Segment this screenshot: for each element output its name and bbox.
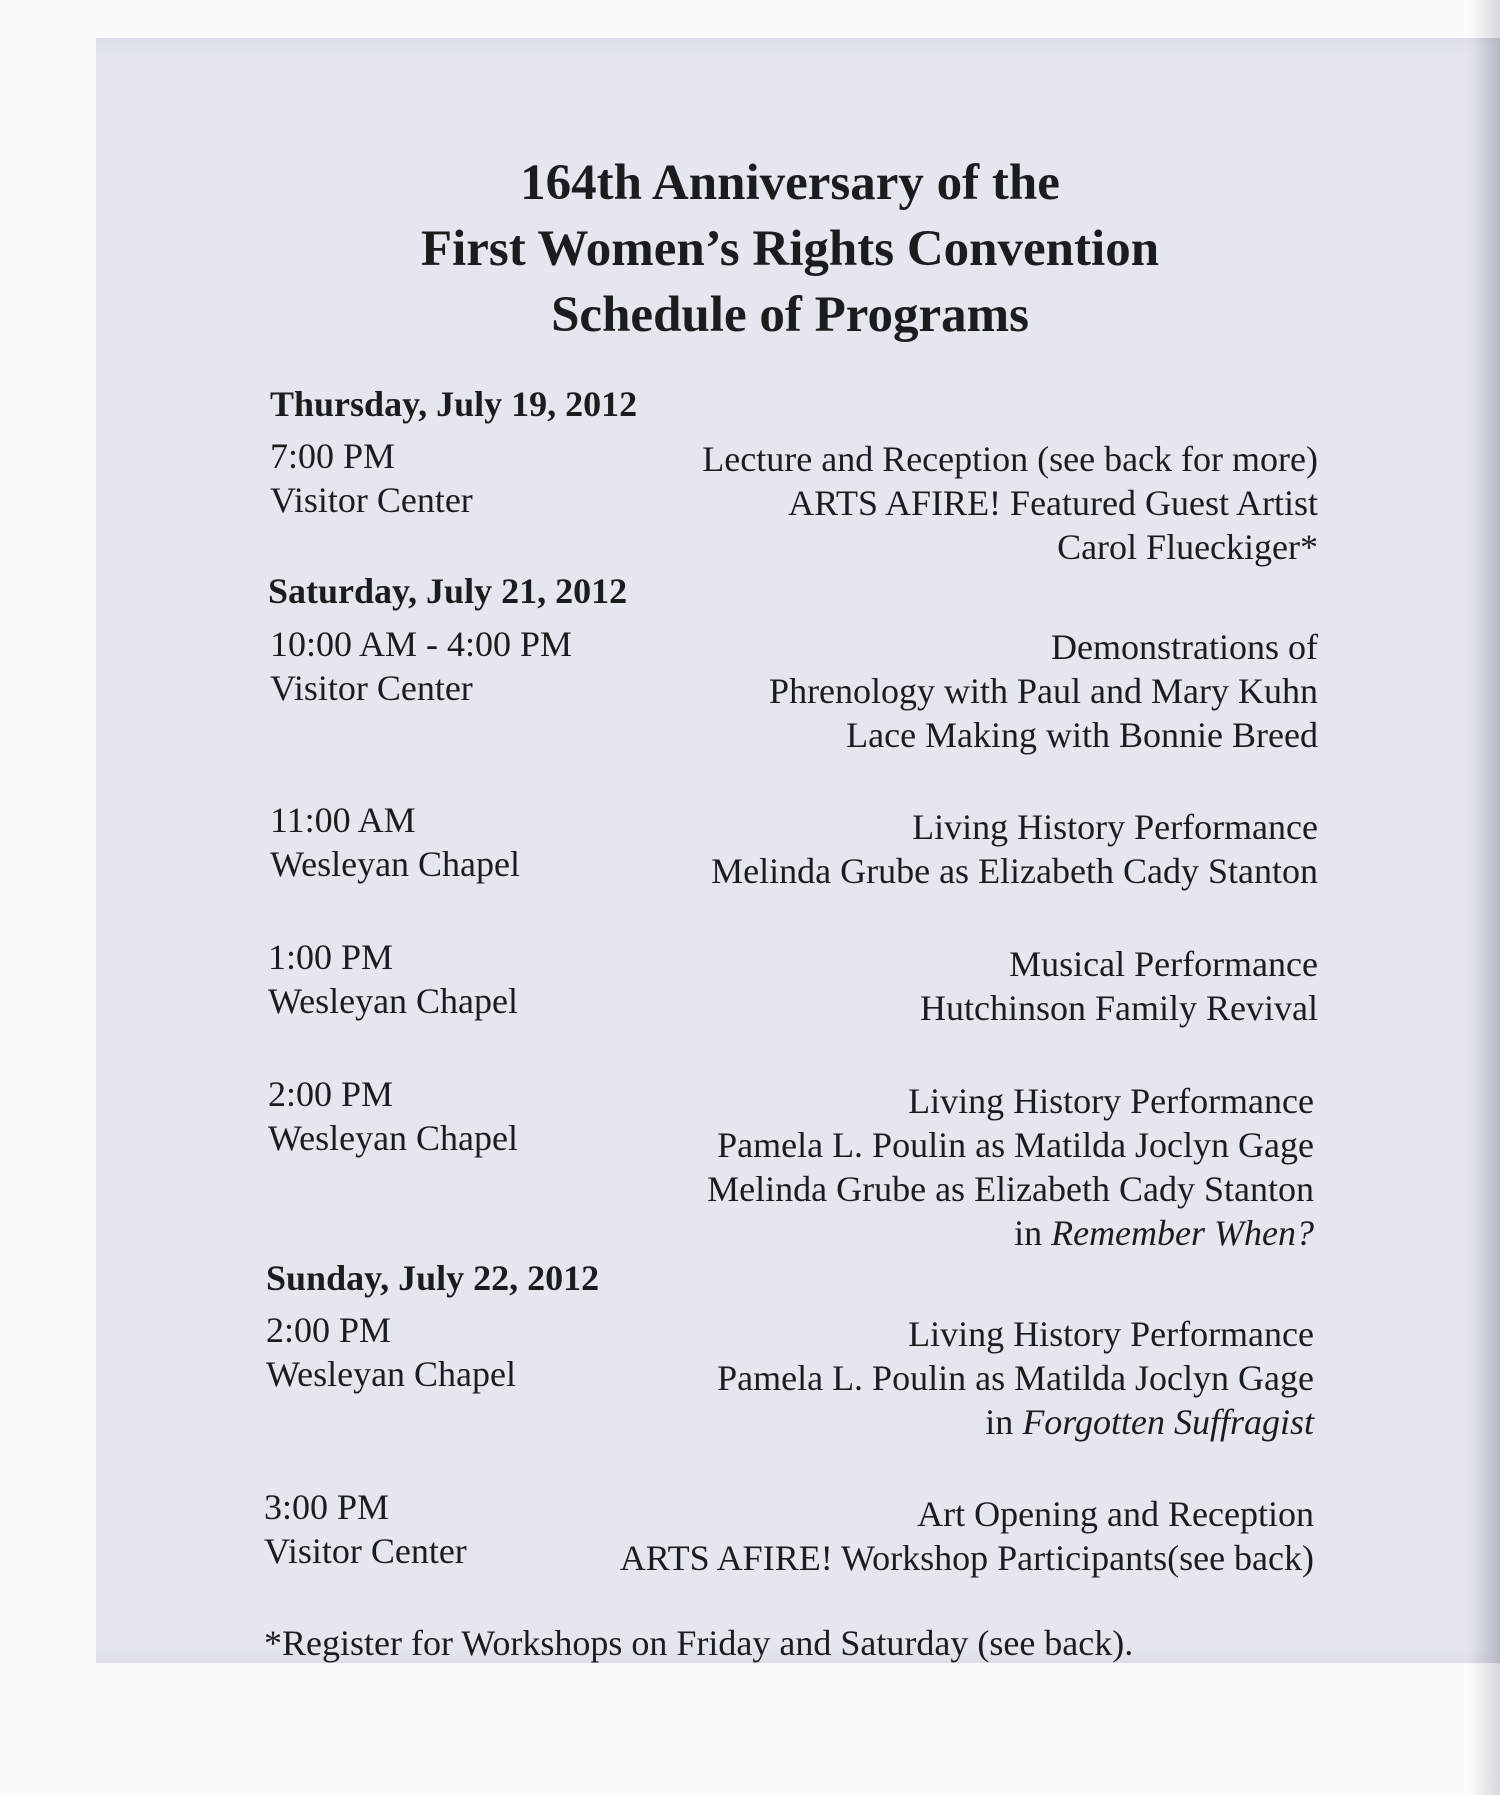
event-line: Phrenology with Paul and Mary Kuhn [769, 671, 1318, 711]
event-line: Melinda Grube as Elizabeth Cady Stanton [711, 851, 1318, 891]
event-line: Carol Flueckiger* [1057, 527, 1318, 567]
footnote: *Register for Workshops on Friday and Saturday (see back). [264, 1623, 1134, 1663]
event-line: ARTS AFIRE! Workshop Participants(see back) [619, 1538, 1314, 1578]
event-place: Visitor Center [270, 668, 473, 708]
event-description [620, 1492, 1314, 1580]
day-heading-sunday: Sunday, July 22, 2012 [266, 1258, 600, 1298]
event-time-place [270, 798, 520, 886]
event-time: 10:00 AM - 4:00 PM [270, 624, 573, 664]
event-place: Wesleyan Chapel [268, 981, 519, 1021]
title-line-1: 164th Anniversary of the [520, 155, 1060, 211]
event-place: Visitor Center [270, 480, 473, 520]
event-place: Wesleyan Chapel [268, 1118, 519, 1158]
event-place: Wesleyan Chapel [266, 1354, 517, 1394]
event-line: Lace Making with Bonnie Breed [846, 715, 1318, 755]
event-line: Living History Performance [912, 807, 1318, 847]
event-line: ARTS AFIRE! Featured Guest Artist [788, 483, 1318, 523]
event-time-place [268, 935, 518, 1023]
event-time: 2:00 PM [268, 1074, 394, 1114]
event-time-place [270, 622, 572, 710]
event-line: Musical Performance [1009, 944, 1318, 984]
event-line: Art Opening and Reception [917, 1494, 1314, 1534]
event-time-place [270, 434, 473, 522]
event-time: 2:00 PM [266, 1310, 392, 1350]
page-title [300, 150, 1280, 348]
event-time: 11:00 AM [270, 800, 416, 840]
title-line-2: First Women’s Rights Convention [420, 221, 1160, 277]
event-performance-title [717, 1400, 1314, 1444]
event-description [717, 1312, 1314, 1444]
event-time: 1:00 PM [268, 937, 394, 977]
event-line: Pamela L. Poulin as Matilda Joclyn Gage [717, 1358, 1314, 1398]
event-time: 7:00 PM [270, 436, 396, 476]
event-time-place [268, 1072, 518, 1160]
performance-title: Remember When? [1051, 1213, 1314, 1253]
event-description [769, 625, 1318, 757]
performance-title: Forgotten Suffragist [1022, 1402, 1314, 1442]
day-heading-saturday: Saturday, July 21, 2012 [268, 571, 628, 611]
event-description [707, 1079, 1314, 1255]
event-line: Lecture and Reception (see back for more) [702, 439, 1318, 479]
in-prefix: in [985, 1402, 1014, 1442]
event-place: Wesleyan Chapel [270, 844, 521, 884]
event-line: Demonstrations of [1051, 627, 1318, 667]
event-line: Melinda Grube as Elizabeth Cady Stanton [707, 1169, 1314, 1209]
event-description [920, 942, 1318, 1030]
event-time: 3:00 PM [264, 1487, 390, 1527]
event-description [702, 437, 1318, 569]
event-time-place [266, 1308, 516, 1396]
event-line: Pamela L. Poulin as Matilda Joclyn Gage [717, 1125, 1314, 1165]
page-edge-shadow [1470, 0, 1500, 1795]
event-line: Living History Performance [908, 1081, 1314, 1121]
in-prefix: in [1014, 1213, 1043, 1253]
event-time-place [264, 1485, 467, 1573]
title-line-3: Schedule of Programs [551, 287, 1029, 343]
event-place: Visitor Center [264, 1531, 467, 1571]
event-description [711, 805, 1318, 893]
day-heading-thursday: Thursday, July 19, 2012 [270, 384, 638, 424]
event-line: Hutchinson Family Revival [920, 988, 1318, 1028]
event-performance-title [707, 1211, 1314, 1255]
event-line: Living History Performance [908, 1314, 1314, 1354]
